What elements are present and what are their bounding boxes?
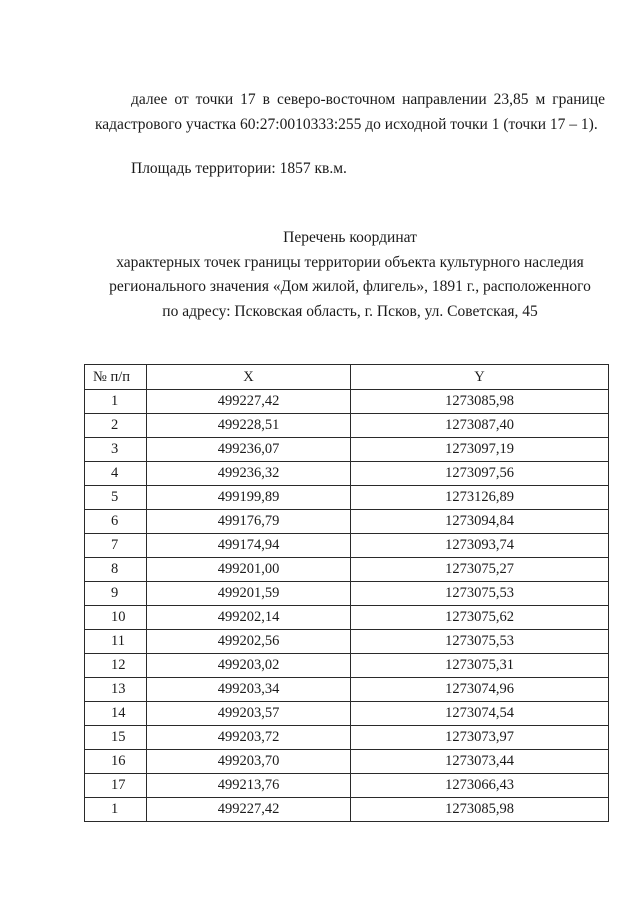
cell-x: 499203,70	[147, 750, 351, 774]
table-row	[85, 438, 609, 462]
cell-point-number: 15	[85, 726, 147, 750]
cell-y: 1273097,56	[351, 462, 609, 486]
cell-y: 1273074,54	[351, 702, 609, 726]
table-row	[85, 726, 609, 750]
cell-x: 499203,57	[147, 702, 351, 726]
cell-y: 1273073,44	[351, 750, 609, 774]
cell-y: 1273087,40	[351, 414, 609, 438]
paragraph-area: Площадь территории: 1857 кв.м.	[131, 160, 347, 177]
cell-point-number: 4	[85, 462, 147, 486]
cell-x: 499203,72	[147, 726, 351, 750]
cell-point-number: 17	[85, 774, 147, 798]
cell-y: 1273075,53	[351, 630, 609, 654]
header-x: X	[147, 365, 351, 390]
cell-point-number: 8	[85, 558, 147, 582]
cell-y: 1273085,98	[351, 390, 609, 414]
cell-point-number: 1	[85, 390, 147, 414]
cell-x: 499213,76	[147, 774, 351, 798]
cell-point-number: 5	[85, 486, 147, 510]
table-row	[85, 390, 609, 414]
heading-line-2: характерных точек границы территории объекта культурного наследия	[116, 253, 584, 271]
cell-x: 499203,02	[147, 654, 351, 678]
cell-y: 1273074,96	[351, 678, 609, 702]
table-row	[85, 510, 609, 534]
cell-x: 499201,00	[147, 558, 351, 582]
cell-point-number: 13	[85, 678, 147, 702]
cell-x: 499236,07	[147, 438, 351, 462]
table-row	[85, 582, 609, 606]
table-row	[85, 414, 609, 438]
cell-y: 1273073,97	[351, 726, 609, 750]
table-header-row	[85, 365, 609, 390]
coordinates-heading	[80, 226, 620, 324]
cell-point-number: 12	[85, 654, 147, 678]
cell-point-number: 16	[85, 750, 147, 774]
cell-point-number: 14	[85, 702, 147, 726]
table-row	[85, 774, 609, 798]
cell-y: 1273085,98	[351, 798, 609, 822]
table-row	[85, 702, 609, 726]
cell-x: 499174,94	[147, 534, 351, 558]
heading-line-4: по адресу: Псковская область, г. Псков, ул. Советская, 45	[162, 302, 538, 320]
cell-x: 499236,32	[147, 462, 351, 486]
cell-x: 499199,89	[147, 486, 351, 510]
table-row	[85, 798, 609, 822]
cell-y: 1273075,62	[351, 606, 609, 630]
table-row	[85, 678, 609, 702]
cell-point-number: 10	[85, 606, 147, 630]
cell-point-number: 3	[85, 438, 147, 462]
table-row	[85, 750, 609, 774]
cell-x: 499203,34	[147, 678, 351, 702]
cell-y: 1273094,84	[351, 510, 609, 534]
cell-point-number: 9	[85, 582, 147, 606]
cell-x: 499227,42	[147, 390, 351, 414]
header-number: № п/п	[85, 365, 147, 390]
cell-y: 1273075,53	[351, 582, 609, 606]
cell-y: 1273126,89	[351, 486, 609, 510]
heading-line-3: регионального значения «Дом жилой, флигель», 1891 г., расположенного	[109, 278, 591, 295]
cell-x: 499201,59	[147, 582, 351, 606]
header-y: Y	[351, 365, 609, 390]
cell-point-number: 11	[85, 630, 147, 654]
table-row	[85, 462, 609, 486]
cell-point-number: 7	[85, 534, 147, 558]
coordinates-table	[84, 364, 609, 822]
cell-y: 1273075,31	[351, 654, 609, 678]
cell-y: 1273093,74	[351, 534, 609, 558]
paragraph-boundary-description: далее от точки 17 в северо-восточном направлении 23,85 м границе кадастрового участка 60:27:0010333:255 до исходной точки 1 (точки 17 – 1).	[95, 91, 605, 133]
table-row	[85, 558, 609, 582]
cell-y: 1273066,43	[351, 774, 609, 798]
cell-x: 499176,79	[147, 510, 351, 534]
cell-y: 1273075,27	[351, 558, 609, 582]
table-row	[85, 654, 609, 678]
cell-x: 499202,14	[147, 606, 351, 630]
cell-x: 499202,56	[147, 630, 351, 654]
cell-point-number: 2	[85, 414, 147, 438]
cell-point-number: 6	[85, 510, 147, 534]
cell-y: 1273097,19	[351, 438, 609, 462]
cell-x: 499227,42	[147, 798, 351, 822]
table-row	[85, 606, 609, 630]
cell-x: 499228,51	[147, 414, 351, 438]
table-row	[85, 534, 609, 558]
cell-point-number: 1	[85, 798, 147, 822]
heading-line-1: Перечень координат	[283, 229, 417, 246]
table-row	[85, 486, 609, 510]
table-row	[85, 630, 609, 654]
